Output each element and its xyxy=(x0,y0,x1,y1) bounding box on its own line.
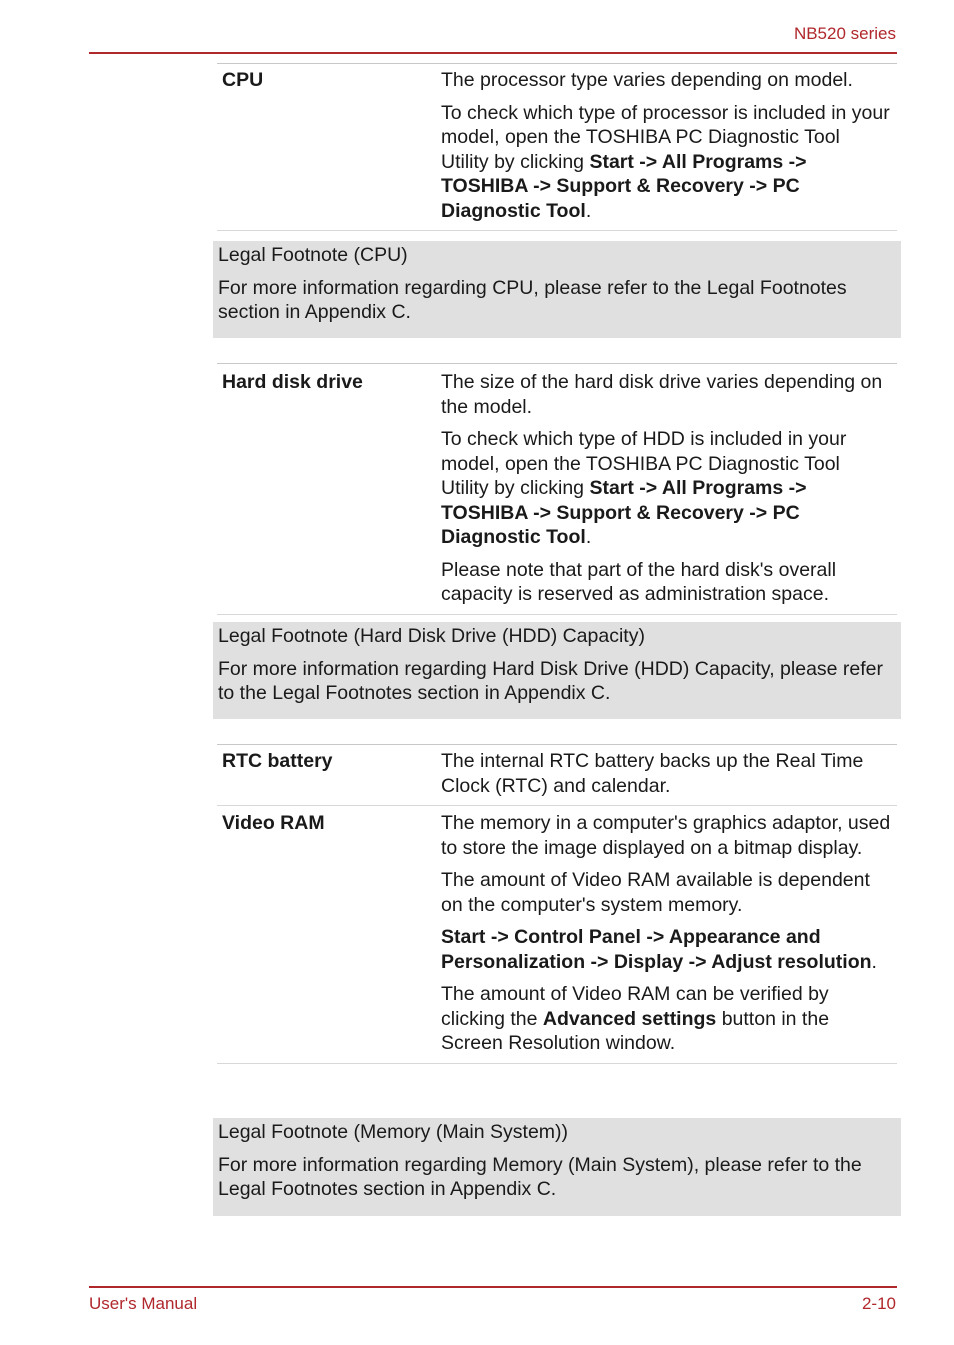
note-mem-body: For more information regarding Memory (Main System), please refer to the Legal Footnotes section in Appendix C. xyxy=(218,1153,862,1200)
hdd-desc-2-end: . xyxy=(585,526,592,548)
vram-desc-3 xyxy=(441,925,891,974)
desc-vram xyxy=(441,811,897,1060)
note-hdd-body: For more information regarding Hard Disk Drive (HDD) Capacity, please refer to the Legal Footnotes section in Appendix C. xyxy=(218,657,884,704)
note-cpu-body: For more information regarding CPU, please refer to the Legal Footnotes section in Appendix C. xyxy=(218,276,847,323)
header-series: NB520 series xyxy=(793,24,896,43)
vram-desc-4-button: Advanced settings xyxy=(542,1007,717,1030)
hdd-desc-2-text: To check which type of HDD is included in your model, open the TOSHIBA PC Diagnostic Tool Utility by clicking xyxy=(441,428,847,499)
table-row-vram xyxy=(217,806,897,1064)
vram-desc-4-b: button in the Screen Resolution window. xyxy=(441,1007,830,1054)
term-hdd: Hard disk drive xyxy=(222,371,363,393)
desc-rtc xyxy=(441,749,897,802)
vram-desc-3-path: Start -> Control Panel -> Appearance and Personalization -> Display -> Adjust resolution xyxy=(441,926,872,973)
table-row-rtc xyxy=(217,745,897,806)
term-cpu: CPU xyxy=(222,69,264,91)
vram-desc-2: The amount of Video RAM available is dependent on the computer's system memory. xyxy=(441,869,870,916)
rtc-vram-spec-table xyxy=(217,744,897,1064)
note-mem-title: Legal Footnote (Memory (Main System)) xyxy=(218,1121,569,1143)
footer-page-number: 2-10 xyxy=(861,1294,896,1313)
cpu-desc-2-end: . xyxy=(585,199,592,222)
hdd-desc-3: Please note that part of the hard disk's overall capacity is reserved as administration space. xyxy=(441,558,837,605)
hdd-desc-2-path: Start -> All Programs -> TOSHIBA -> Support & Recovery -> PC Diagnostic Tool xyxy=(441,477,807,548)
table-row-cpu xyxy=(217,64,897,231)
vram-desc-4 xyxy=(441,982,891,1056)
footer-rule xyxy=(89,1286,897,1288)
hdd-desc-1: The size of the hard disk drive varies depending on the model. xyxy=(441,371,883,418)
vram-desc-4-a: The amount of Video RAM can be verified by clicking the xyxy=(441,983,829,1030)
term-vram: Video RAM xyxy=(222,812,325,834)
term-rtc: RTC battery xyxy=(222,750,333,772)
desc-cpu xyxy=(441,68,897,227)
hdd-desc-2 xyxy=(441,427,891,550)
cpu-desc-1: The processor type varies depending on model. xyxy=(441,69,853,91)
header-rule xyxy=(89,52,897,54)
cpu-desc-2-text: To check which type of processor is included in your model, open the TOSHIBA PC Diagnostic Tool Utility by clicking xyxy=(441,101,890,173)
rtc-desc-1: The internal RTC battery backs up the Real Time Clock (RTC) and calendar. xyxy=(441,750,864,797)
cpu-desc-2-path: Start -> All Programs -> TOSHIBA -> Support & Recovery -> PC Diagnostic Tool xyxy=(441,150,807,222)
note-hdd-title: Legal Footnote (Hard Disk Drive (HDD) Capacity) xyxy=(218,625,645,647)
cpu-desc-2 xyxy=(441,101,891,224)
table-row-hdd xyxy=(217,364,897,615)
hdd-spec-table xyxy=(217,363,897,615)
legal-footnote-hdd xyxy=(213,622,901,719)
legal-footnote-memory xyxy=(213,1118,901,1216)
legal-footnote-cpu xyxy=(213,241,901,338)
cpu-spec-table xyxy=(217,63,897,231)
note-cpu-title: Legal Footnote (CPU) xyxy=(218,244,408,266)
vram-desc-3-end: . xyxy=(871,950,877,973)
vram-desc-1: The memory in a computer's graphics adaptor, used to store the image displayed on a bitmap display. xyxy=(441,812,891,859)
footer-manual-title: User's Manual xyxy=(89,1294,198,1313)
desc-hdd xyxy=(441,370,897,611)
